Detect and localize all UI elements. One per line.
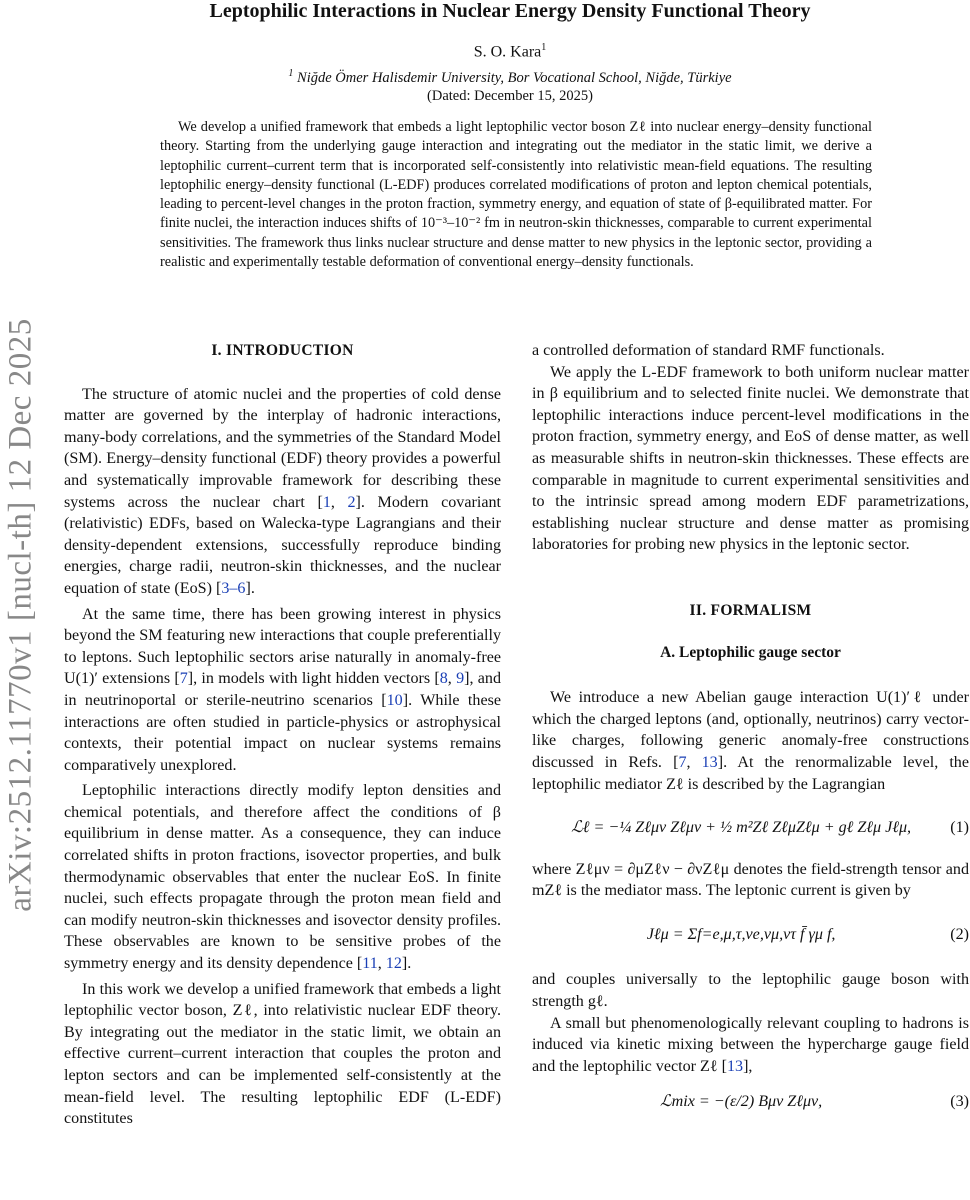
citation-link[interactable]: 10 bbox=[386, 691, 403, 709]
equation-1-body: ℒℓ = −¼ Zℓμν Zℓμν + ½ m²Zℓ ZℓμZℓμ + gℓ Zℓμ Jℓμ, bbox=[571, 819, 912, 837]
affiliation: Niğde Ömer Halisdemir University, Bor Vocational School, Niğde, Türkiye bbox=[297, 69, 732, 86]
citation-link[interactable]: 2 bbox=[347, 493, 356, 511]
citation-link[interactable]: 7 bbox=[678, 753, 687, 771]
author-mark: 1 bbox=[541, 42, 547, 53]
intro-paragraph-2: At the same time, there has been growing interest in physics beyond the SM featuring new interactions that couple preferentially to leptons. Such leptophilic sectors arise naturally in anomaly-free U(1)′ extensions [7], in models with light hidden vectors [8, 9], and in neutrinoportal or sterile-neutrino scenarios [10]. While these interactions are often studied in particle-physics or astrophysical contexts, their potential impact on nuclear systems remains comparatively unexplored. bbox=[64, 605, 501, 774]
paper-title: Leptophilic Interactions in Nuclear Energy Density Functional Theory bbox=[209, 0, 811, 22]
right-paragraph-1: We apply the L-EDF framework to both uniform nuclear matter in β equilibrium and to selected finite nuclei. We demonstrate that leptophilic interactions induce percent-level modifications in the proton fraction, symmetry energy, and EoS of dense matter, as well as measurable shifts in neutron-skin thicknesses. These effects are comparable in magnitude to current experimental sensitivities and to the intrinsic spread among modern EDF parametrizations, establishing nuclear structure and dense matter as promising laboratories for probing new physics in the leptonic sector. bbox=[532, 363, 969, 554]
section-title-formalism: II. FORMALISM bbox=[689, 601, 812, 619]
dated-line: (Dated: December 15, 2025) bbox=[427, 88, 593, 104]
left-column bbox=[64, 336, 501, 1130]
intro-paragraph-3: Leptophilic interactions directly modify lepton densities and chemical potentials, and therefore affect the conditions of β equilibrium in dense matter. As a consequence, they can induce correlated shifts in proton fractions, isovector properties, and bulk thermodynamic observables that enter the nuclear EoS. In finite nuclei, such effects propagate through the proton mean field and can modify neutron-skin thicknesses and isovector density profiles. These observables are known to be sensitive probes of the symmetry energy and its density dependence [11, 12]. bbox=[64, 782, 501, 973]
right-column bbox=[532, 340, 969, 1113]
author-name: S. O. Kara bbox=[473, 43, 542, 61]
citation-link[interactable]: 3–6 bbox=[221, 579, 246, 597]
citation-link[interactable]: 8 bbox=[439, 670, 448, 688]
right-paragraph-0: a controlled deformation of standard RMF functionals. bbox=[532, 342, 885, 359]
equation-1-number: (1) bbox=[950, 819, 969, 837]
formalism-paragraph-4: A small but phenomenologically relevant coupling to hadrons is induced via kinetic mixing between the hypercharge gauge field and the leptophilic vector Zℓ [13], bbox=[532, 1014, 969, 1075]
abstract: We develop a unified framework that embeds a light leptophilic vector boson Zℓ into nuclear energy–density functional theory. Starting from the underlying gauge interaction and integrating out the mediator in the static limit, we derive a leptophilic current–current term that is incorporated self-consistently into relativistic mean-field equations. The resulting leptophilic energy–density functional (L-EDF) produces correlated modifications of proton and lepton chemical potentials, leading to percent-level changes in the proton fraction, symmetry energy, and equation of state of β-equilibrated matter. For finite nuclei, the interaction induces shifts of 10⁻³–10⁻² fm in neutron-skin thicknesses, comparable to current experimental sensitivities. The framework thus links nuclear structure and dense matter to new physics in the leptonic sector, providing a realistic and experimentally testable deformation of conventional energy–density functionals. bbox=[160, 119, 872, 271]
formalism-paragraph-3: and couples universally to the leptophilic gauge boson with strength gℓ. bbox=[532, 971, 969, 1011]
equation-2 bbox=[532, 924, 969, 946]
intro-paragraph-4: In this work we develop a unified framework that embeds a light leptophilic vector boson, Zℓ, into relativistic nuclear EDF theory. By integrating out the mediator in the static limit, we obtain an effective current–current interaction that couples the proton and lepton sectors and can be implemented self-consistently at the mean-field level. The resulting leptophilic EDF (L-EDF) constitutes bbox=[64, 980, 501, 1128]
intro-paragraph-1: The structure of atomic nuclei and the properties of cold dense matter are governed by the interplay of hadronic interactions, many-body correlations, and the symmetries of the Standard Model (SM). Energy–density functional (EDF) theory provides a powerful and systematically improvable framework for describing these systems across the nuclear chart [1, 2]. Modern covariant (relativistic) EDFs, based on Walecka-type Lagrangians and their density-dependent extensions, successfully reproduce binding energies, charge radii, neutron-skin thicknesses, and the nuclear equation of state (EoS) [3–6]. bbox=[64, 385, 501, 597]
section-title-introduction: I. INTRODUCTION bbox=[211, 342, 354, 359]
citation-link[interactable]: 11 bbox=[362, 955, 378, 973]
citation-link[interactable]: 12 bbox=[385, 955, 402, 973]
arxiv-identifier: arXiv:2512.11770v1 [nucl-th] 12 Dec 2025 bbox=[2, 318, 39, 912]
equation-3 bbox=[532, 1091, 969, 1113]
equation-2-body: Jℓμ = Σf=e,μ,τ,νe,νμ,ντ f̄ γμ f, bbox=[646, 925, 836, 943]
formalism-paragraph-2: where Zℓμν = ∂μZℓν − ∂νZℓμ denotes the field-strength tensor and mZℓ is the mediator mass. The leptonic current is given by bbox=[532, 860, 969, 900]
equation-2-number: (2) bbox=[950, 925, 969, 943]
affiliation-line bbox=[60, 68, 960, 87]
citation-link[interactable]: 7 bbox=[179, 670, 188, 688]
equation-1 bbox=[532, 817, 969, 839]
formalism-paragraph-1: We introduce a new Abelian gauge interaction U(1)′ℓ under which the charged leptons (and, optionally, neutrinos) carry vector-like charges, following generic anomaly-free constructions discussed in Refs. [7, 13]. At the renormalizable level, the leptophilic mediator Zℓ is described by the Lagrangian bbox=[532, 689, 969, 793]
affiliation-mark: 1 bbox=[288, 68, 294, 79]
equation-3-body: ℒmix = −(ε/2) Bμν Zℓμν, bbox=[660, 1093, 823, 1111]
subsection-title: A. Leptophilic gauge sector bbox=[660, 643, 841, 661]
citation-link[interactable]: 13 bbox=[701, 753, 718, 771]
citation-link[interactable]: 13 bbox=[726, 1057, 744, 1075]
arxiv-sidebar bbox=[0, 290, 42, 940]
citation-link[interactable]: 9 bbox=[456, 670, 465, 688]
author-line bbox=[60, 42, 960, 61]
citation-link[interactable]: 1 bbox=[322, 493, 331, 511]
equation-3-number: (3) bbox=[950, 1093, 969, 1111]
